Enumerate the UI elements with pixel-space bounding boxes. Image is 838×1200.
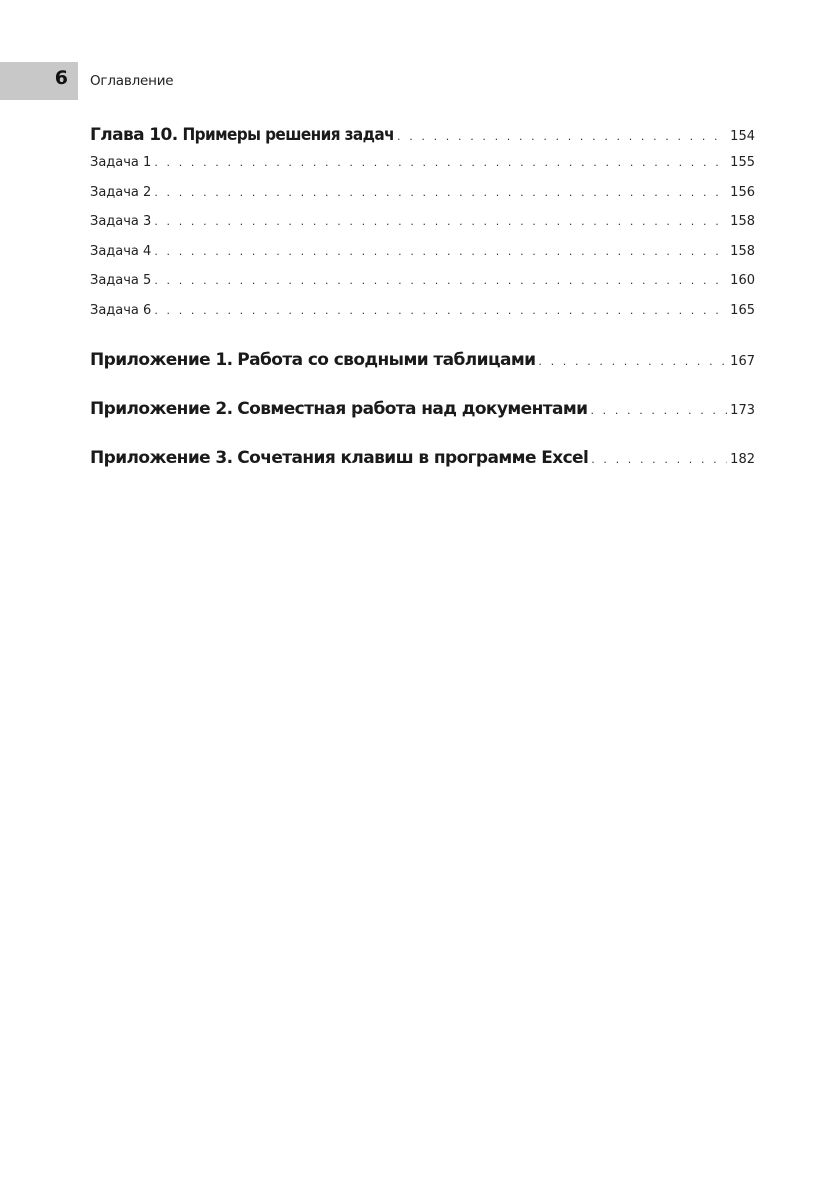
toc-page-number: 173	[730, 403, 755, 418]
running-title: Оглавление	[90, 73, 174, 89]
toc-appendix-2[interactable]	[90, 399, 755, 448]
dot-leader	[154, 245, 727, 258]
toc-entry-title: Задача 5	[90, 273, 152, 288]
toc-appendix-3[interactable]	[90, 448, 755, 497]
toc-page-number: 158	[730, 243, 755, 259]
dot-leader	[154, 186, 727, 199]
toc-task-4[interactable]	[90, 244, 755, 274]
appendix-label: Приложение 1.	[90, 350, 233, 370]
toc-page-number: 160	[730, 273, 755, 288]
toc-entry-title: Задача 1	[90, 155, 152, 170]
dot-leader	[154, 156, 727, 169]
toc-task-3[interactable]	[90, 214, 755, 244]
page-header	[0, 62, 400, 100]
toc-page-number: 155	[730, 155, 755, 170]
page-number-tab	[0, 62, 78, 100]
toc-page-number: 156	[730, 184, 755, 200]
chapter-name: Примеры решения задач	[182, 125, 395, 145]
dot-leader	[154, 304, 727, 317]
dot-leader	[154, 274, 727, 287]
toc-entry-title: Задача 2	[90, 184, 152, 200]
toc-entry-title	[90, 448, 588, 468]
appendix-name: Сочетания клавиш в программе Excel	[237, 448, 589, 468]
toc-entry-title: Задача 4	[90, 243, 152, 259]
toc-appendix-1[interactable]	[90, 350, 755, 399]
chapter-label: Глава 10.	[90, 125, 178, 145]
page-number: 6	[54, 67, 68, 89]
dot-leader	[538, 355, 727, 368]
toc-task-5[interactable]	[90, 273, 755, 303]
toc-chapter-10[interactable]	[90, 125, 755, 155]
dot-leader	[397, 130, 727, 143]
appendix-label: Приложение 2.	[90, 399, 233, 419]
toc-entry-title	[90, 399, 587, 419]
toc-page-number: 165	[730, 302, 755, 318]
toc-page-number: 158	[730, 214, 755, 229]
table-of-contents	[90, 125, 755, 497]
toc-page-number: 182	[730, 452, 755, 467]
toc-entry-title: Задача 6	[90, 302, 152, 318]
dot-leader	[591, 453, 727, 466]
appendix-name: Совместная работа над документами	[237, 399, 588, 419]
toc-entry-title	[90, 350, 535, 370]
toc-task-1[interactable]	[90, 155, 755, 185]
dot-leader	[590, 404, 727, 417]
toc-task-6[interactable]	[90, 303, 755, 333]
appendix-label: Приложение 3.	[90, 448, 233, 468]
toc-entry-title	[90, 125, 394, 145]
appendix-name: Работа со сводными таблицами	[237, 350, 536, 370]
toc-page-number: 167	[730, 354, 755, 369]
toc-entry-title: Задача 3	[90, 214, 152, 229]
toc-task-2[interactable]	[90, 185, 755, 215]
toc-page-number: 154	[730, 129, 755, 144]
dot-leader	[154, 215, 727, 228]
